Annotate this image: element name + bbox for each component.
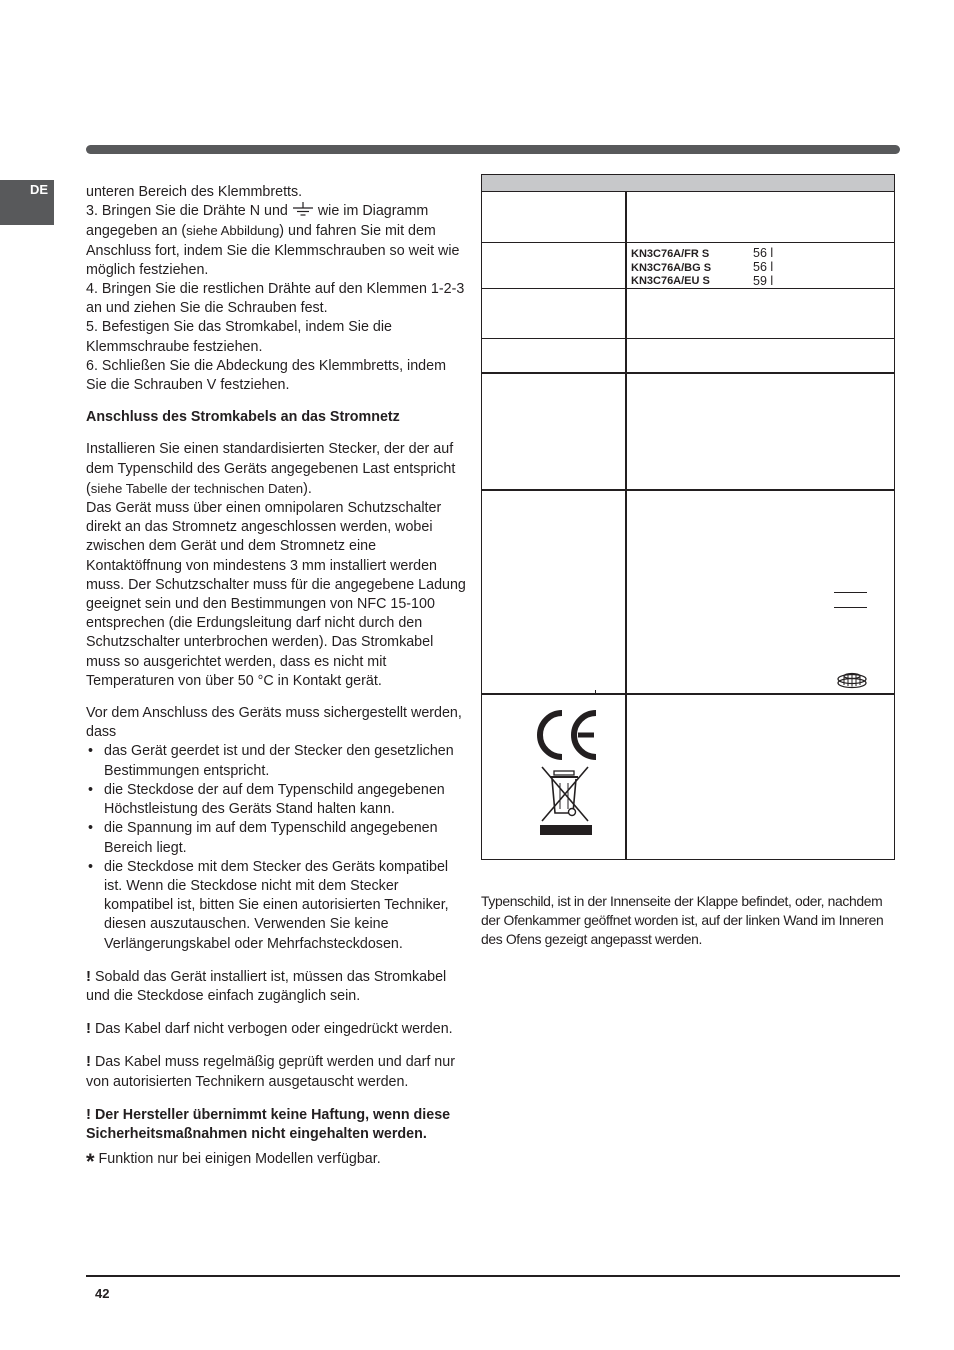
warning-liability: ! Der Hersteller übernimmt keine Haftung, wenn diese Sicherheitsmaßnahmen nicht eingehalten werden. bbox=[86, 1105, 451, 1142]
fraction-line bbox=[834, 592, 867, 593]
volume-value: 56 l bbox=[753, 260, 774, 274]
warning-cable-check: ! Das Kabel muss regelmäßig geprüft werden und darf nur von autorisierten Technikern ausgetauscht werden. bbox=[86, 1053, 455, 1090]
ce-mark-icon bbox=[534, 709, 600, 766]
volume-list bbox=[753, 246, 773, 288]
bottom-rule bbox=[86, 1275, 900, 1277]
check-intro: Vor dem Anschluss des Geräts muss sichergestellt werden, dass bbox=[86, 705, 462, 741]
technical-data-table bbox=[481, 174, 895, 860]
row-divider bbox=[482, 693, 894, 695]
step-3: 3. Bringen Sie die Drähte N und wie im Diagramm angegeben an (siehe Abbildung) und fahren Sie mit dem Anschluss fort, indem Sie die Klemmschrauben so weit wie möglich festziehen. bbox=[86, 203, 460, 278]
list-item: • die Spannung im auf dem Typenschild angegebenen Bereich liegt. bbox=[86, 819, 466, 857]
model-name: KN3C76A/BG S bbox=[631, 261, 712, 274]
column-divider bbox=[625, 192, 627, 859]
footnote: * Funktion nur bei einigen Modellen verfügbar. bbox=[86, 1149, 381, 1175]
row-divider bbox=[482, 372, 894, 374]
fraction-line bbox=[834, 607, 867, 608]
page-number: 42 bbox=[95, 1286, 110, 1301]
row-divider bbox=[482, 489, 894, 491]
paragraph-continuation: unteren Bereich des Klemmbretts. bbox=[86, 184, 303, 200]
step-6: 6. Schließen Sie die Abdeckung des Klemmbretts, indem Sie die Schrauben V festziehen. bbox=[86, 357, 446, 394]
warning-accessible: ! Sobald das Gerät installiert ist, müssen das Stromkabel und die Steckdose einfach zugänglich sein. bbox=[86, 967, 447, 1004]
rating-plate-note: Typenschild, ist in der Innenseite der Klappe befindet, oder, nachdem der Ofenkammer geöffnet worden ist, auf der linken Wand im Inneren des Ofens gezeigt angepasst werden. bbox=[481, 892, 884, 948]
breaker-paragraph: Das Gerät muss über einen omnipolaren Schutzschalter direkt an das Stromnetz angeschlossen werden, wobei zwischen dem Gerät und dem Stromnetz eine Kontaktöffnung von mindestens 3 mm installiert werden muss. Der Schutzschalter muss für die angegebene Ladung geeignet sein und den Bestimmungen von NFC 15-100 entsprechen (die Erdungsleitung darf nicht durch den Schutzschalter unterbrochen werden). Das Stromkabel muss so ausgerichtet werden, dass es nicht mit Temperaturen von über 50 °C in Kontakt gerät. bbox=[86, 500, 466, 689]
list-item: • die Steckdose der auf dem Typenschild angegebenen Höchstleistung des Geräts Stand halten kann. bbox=[86, 781, 466, 819]
volume-value: 56 l bbox=[753, 246, 774, 260]
model-list bbox=[631, 248, 711, 289]
gas-burner-icon bbox=[836, 671, 868, 694]
step-5: 5. Befestigen Sie das Stromkabel, indem Sie die Klemmschraube festziehen. bbox=[86, 319, 392, 355]
model-name: KN3C76A/EU S bbox=[631, 275, 710, 287]
earth-ground-icon bbox=[292, 202, 314, 217]
language-tab: DE bbox=[0, 180, 54, 225]
weee-bin-icon bbox=[540, 765, 594, 842]
volume-value: 59 l bbox=[753, 274, 774, 288]
step-4: 4. Bringen Sie die restlichen Drähte auf den Klemmen 1-2-3 an und ziehen Sie die Schrauben fest. bbox=[86, 281, 465, 317]
left-column bbox=[86, 183, 466, 1175]
tick-mark bbox=[595, 690, 596, 695]
list-item: • das Gerät geerdet ist und der Stecker den gesetzlichen Bestimmungen entspricht. bbox=[86, 742, 466, 780]
list-item: • die Steckdose mit dem Stecker des Geräts kompatibel ist. Wenn die Steckdose nicht mit dem Stecker kompatibel ist, bitten Sie einen autorisierten Techniker, diesen auszutauschen. Verwenden Sie keine Verlängerungskabel oder Mehrfachsteckdosen. bbox=[86, 858, 466, 954]
asterisk: * bbox=[86, 1149, 95, 1175]
row-divider bbox=[482, 242, 894, 243]
warning-cable-bend: ! Das Kabel darf nicht verbogen oder eingedrückt werden. bbox=[86, 1020, 453, 1038]
install-paragraph: Installieren Sie einen standardisierten Stecker, der der auf dem Typenschild des Geräts angegebenen Last entspricht (siehe Tabelle der technischen Daten). bbox=[86, 441, 456, 497]
section-heading: Anschluss des Stromkabels an das Stromnetz bbox=[86, 409, 400, 426]
warning-mark: ! bbox=[86, 967, 91, 985]
table-header bbox=[482, 175, 894, 192]
row-divider bbox=[482, 338, 894, 339]
warning-mark: ! bbox=[86, 1105, 91, 1123]
requirements-list bbox=[86, 742, 466, 953]
warning-mark: ! bbox=[86, 1020, 91, 1038]
model-name: KN3C76A/FR S bbox=[631, 248, 710, 260]
top-rule bbox=[86, 145, 900, 154]
warning-mark: ! bbox=[86, 1053, 91, 1071]
